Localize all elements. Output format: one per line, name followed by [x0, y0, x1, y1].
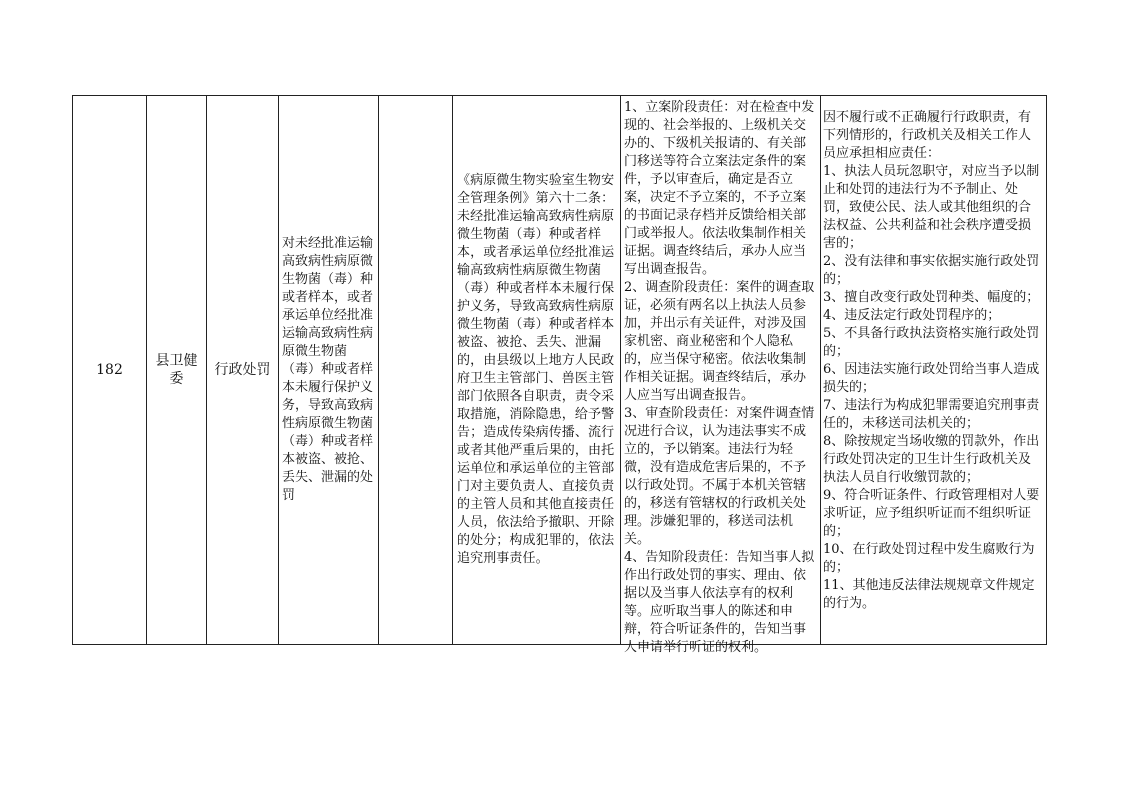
accountability-item: 4、违反法定行政处罚程序的； — [823, 308, 1001, 323]
item-name: 对未经批准运输高致病性病原微生物菌（毒）种或者样本，或者承运单位经批准运输高致病性病原微生物菌（毒）种或者样本未履行保护义务，导致高致病性病原微生物菌（毒）种或者样本被盗、被抢、丢失、泄漏的处罚 — [282, 236, 374, 503]
accountability-item: 10、在行政处罚过程中发生腐败行为的； — [823, 542, 1035, 575]
responsibility-item: 2、调查阶段责任：案件的调查取证，必须有两名以上执法人员参加，并出示有关证件，对涉及国家机密、商业秘密和个人隐私的，应当保守秘密。依法收集制作相关证据。调查终结后，承办人应当写出调查报告。 — [624, 280, 815, 403]
accountability-item: 3、擅自改变行政处罚种类、幅度的； — [823, 290, 1040, 305]
table-row — [73, 96, 1047, 645]
accountability-intro: 因不履行或不正确履行行政职责，有下列情形的，行政机关及相关工作人员应承担相应责任： — [823, 110, 1032, 161]
power-list-table — [72, 95, 1047, 655]
accountability-item: 1、执法人员玩忽职守，对应当予以制止和处罚的违法行为不予制止、处罚，致使公民、法人或其他组织的合法权益、公共利益和社会秩序遭受损害的； — [823, 164, 1040, 251]
accountability-cell — [821, 96, 1047, 645]
sub-item-cell — [379, 96, 453, 645]
responsibility-item: 4、告知阶段责任：告知当事人拟作出行政处罚的事实、理由、依据以及当事人依法享有的权利等。应听取当事人的陈述和申辩，符合听证条件的，告知当事人申请举行听证的权利。 — [624, 550, 815, 655]
accountability-item: 5、不具备行政执法资格实施行政处罚的； — [823, 326, 1040, 359]
responsibility-item: 1、立案阶段责任：对在检查中发现的、社会举报的、上级机关交办的、下级机关报请的、有关部门移送等符合立案法定条件的案件，予以审查后，确定是否立案，决定不予立案的，不予立案的书面记录存档并反馈给相关部门或举报人。依法收集制作相关证据。调查终结后，承办人应当写出调查报告。 — [624, 100, 815, 277]
accountability-item: 8、除按规定当场收缴的罚款外，作出行政处罚决定的卫生计生行政机关及执法人员自行收缴罚款的； — [823, 434, 1040, 485]
legal-basis: 《病原微生物实验室生物安全管理条例》第六十二条：未经批准运输高致病性病原微生物菌（毒）种或者样本，或者承运单位经批准运输高致病性病原微生物菌（毒）种或者样本未履行保护义务，导致高致病性病原微生物菌（毒）种或者样本被盗、被抢、丢失、泄漏的，由县级以上地方人民政府卫生主管部门、兽医主管部门依照各自职责，责令采取措施，消除隐患，给予警告；造成传染病传播、流行或者其他严重后果的，由托运单位和承运单位的主管部门对主要负责人、直接负责的主管人员和其他直接责任人员，依法给予撤职、开除的处分；构成犯罪的，依法追究刑事责任。 — [457, 173, 615, 566]
department-cell — [147, 96, 207, 645]
accountability-item: 11、其他违反法律法规规章文件规定的行为。 — [823, 578, 1035, 611]
power-type: 行政处罚 — [214, 362, 271, 378]
row-number: 182 — [96, 362, 123, 378]
accountability-item: 2、没有法律和事实依据实施行政处罚的； — [823, 254, 1040, 287]
responsibility-item: 3、审查阶段责任：对案件调查情况进行合议，认为违法事实不成立的，予以销案。违法行为轻微，没有造成危害后果的，不予以行政处罚。不属于本机关管辖的，移送有管辖权的行政机关处理。涉嫌犯罪的，移送司法机关。 — [624, 406, 815, 547]
row-number-cell — [73, 96, 147, 645]
department-name: 县卫健委 — [155, 353, 198, 387]
responsibility-cell — [621, 96, 821, 655]
accountability-item: 7、违法行为构成犯罪需要追究刑事责任的，未移送司法机关的； — [823, 398, 1040, 431]
accountability-item: 6、因违法实施行政处罚给当事人造成损失的； — [823, 362, 1040, 395]
legal-basis-cell — [453, 96, 621, 645]
power-type-cell — [207, 96, 279, 645]
item-name-cell — [279, 96, 379, 645]
accountability-item: 9、符合听证条件、行政管理相对人要求听证，应予组织听证而不组织听证的； — [823, 488, 1040, 539]
